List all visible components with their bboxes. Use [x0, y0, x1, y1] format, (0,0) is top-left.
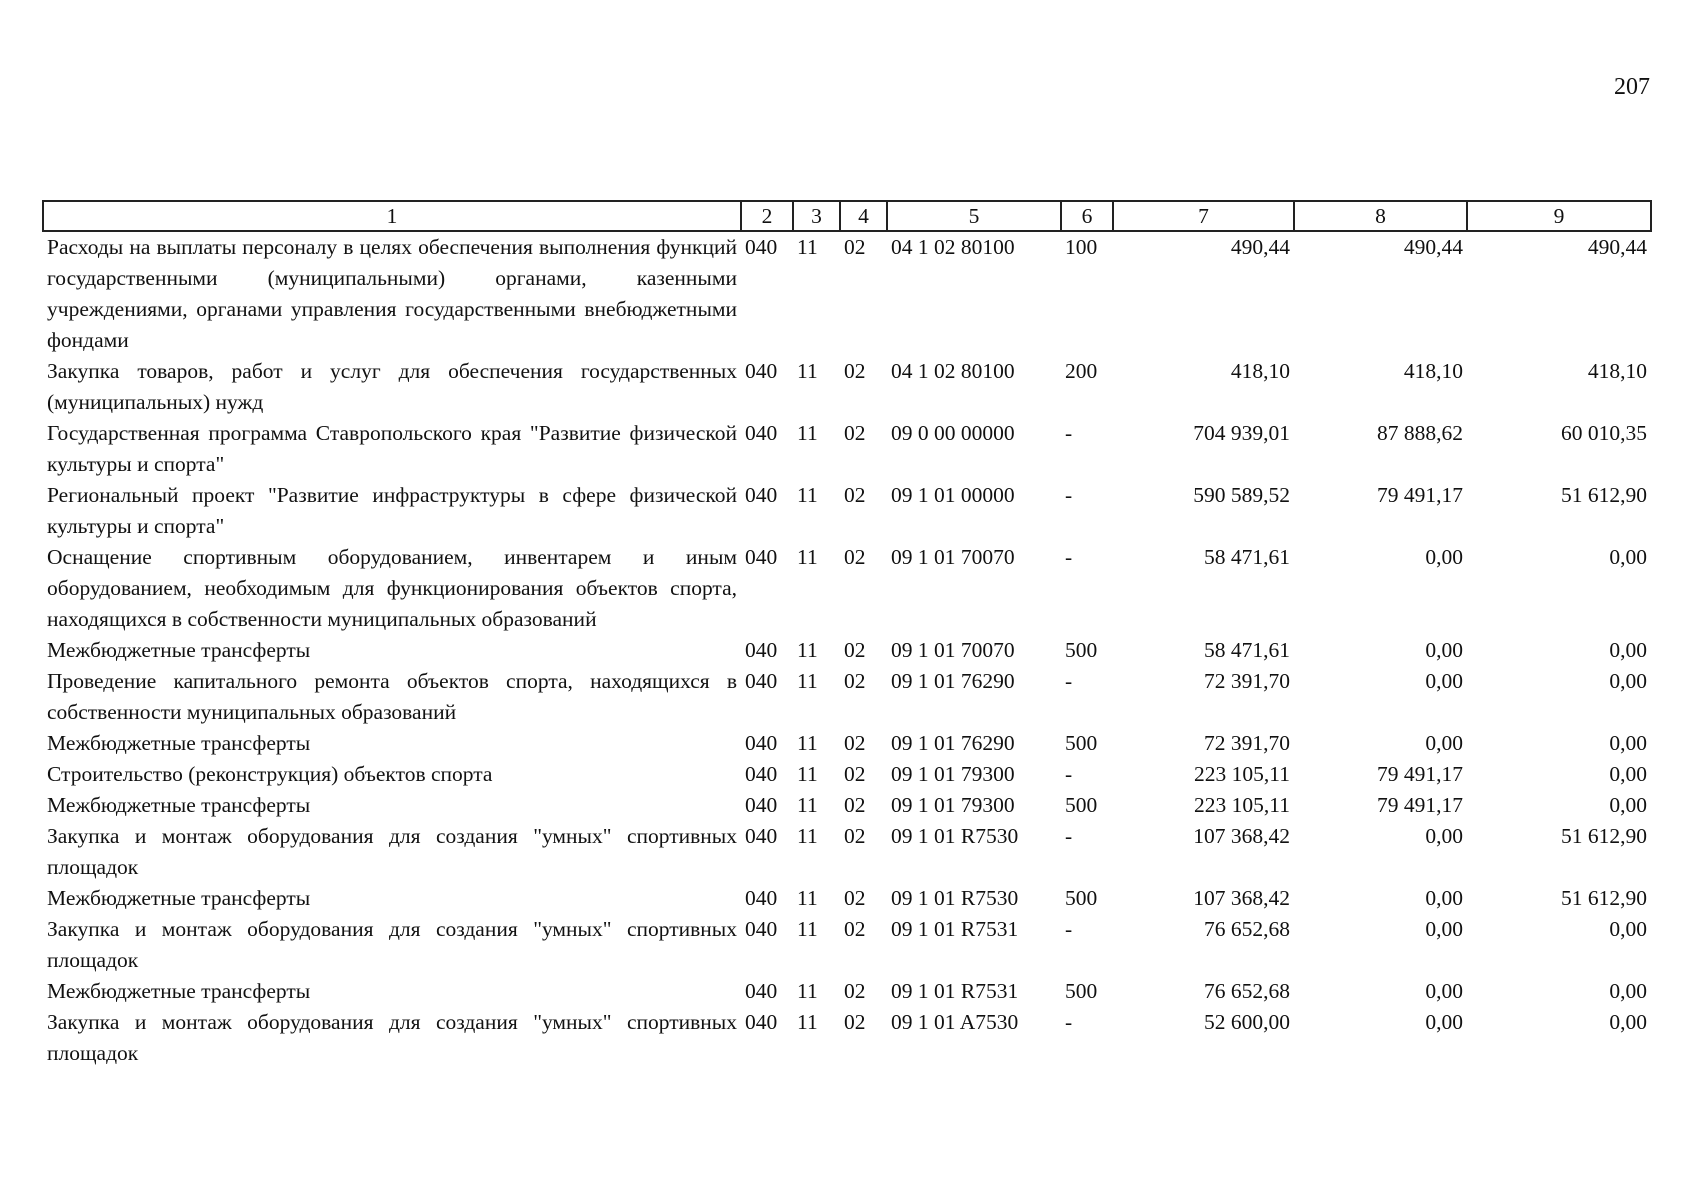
- table-row: [43, 759, 1651, 790]
- row-target-article: 04 1 02 80100: [891, 235, 1015, 259]
- row-expense-type: 100: [1065, 235, 1098, 259]
- row-amount-col7: 58 471,61: [1204, 638, 1290, 662]
- row-expense-type: 500: [1065, 979, 1098, 1003]
- row-ministry-code: 040: [745, 917, 778, 941]
- row-amount-col7: 76 652,68: [1204, 917, 1290, 941]
- row-target-article: 09 1 01 R7530: [891, 824, 1019, 848]
- row-amount-col9: 0,00: [1609, 545, 1647, 569]
- row-section-code: 11: [797, 793, 818, 817]
- row-section-code: 11: [797, 545, 818, 569]
- row-expense-type: -: [1065, 1010, 1073, 1034]
- row-amount-col9: 0,00: [1609, 762, 1647, 786]
- row-subsection-code: 02: [844, 359, 866, 383]
- row-amount-col7: 223 105,11: [1194, 793, 1290, 817]
- row-expense-type: -: [1065, 483, 1073, 507]
- row-amount-col8: 0,00: [1425, 979, 1463, 1003]
- row-subsection-code: 02: [844, 1010, 866, 1034]
- row-amount-col7: 590 589,52: [1193, 483, 1290, 507]
- row-expense-type: -: [1065, 824, 1073, 848]
- row-amount-col7: 72 391,70: [1204, 731, 1290, 755]
- row-name: Закупка и монтаж оборудования для создания "умных" спортивных площадок: [47, 1010, 737, 1065]
- row-name: Расходы на выплаты персоналу в целях обеспечения выполнения функций государственными (муниципальными) органами, казенными учреждениями, органами управления государственными внебюджетными фондами: [47, 235, 737, 352]
- row-name: Межбюджетные трансферты: [47, 731, 311, 755]
- row-expense-type: 500: [1065, 638, 1098, 662]
- header-col-6: 6: [1061, 201, 1113, 231]
- row-amount-col8: 0,00: [1425, 638, 1463, 662]
- row-ministry-code: 040: [745, 824, 778, 848]
- budget-table: [42, 200, 1652, 1069]
- row-amount-col8: 0,00: [1425, 669, 1463, 693]
- row-target-article: 09 1 01 79300: [891, 762, 1015, 786]
- row-section-code: 11: [797, 979, 818, 1003]
- table-row: [43, 542, 1651, 635]
- table-row: [43, 1007, 1651, 1069]
- row-subsection-code: 02: [844, 669, 866, 693]
- row-target-article: 09 1 01 R7530: [891, 886, 1019, 910]
- row-name: Проведение капитального ремонта объектов спорта, находящихся в собственности муниципальных образований: [47, 669, 737, 724]
- row-amount-col9: 490,44: [1587, 235, 1647, 259]
- row-expense-type: 200: [1065, 359, 1098, 383]
- row-section-code: 11: [797, 483, 818, 507]
- row-amount-col8: 79 491,17: [1377, 483, 1463, 507]
- row-subsection-code: 02: [844, 886, 866, 910]
- row-expense-type: 500: [1065, 731, 1098, 755]
- table-row: [43, 480, 1651, 542]
- row-amount-col9: 51 612,90: [1561, 886, 1647, 910]
- row-amount-col8: 0,00: [1425, 824, 1463, 848]
- row-amount-col9: 418,10: [1587, 359, 1647, 383]
- row-amount-col9: 51 612,90: [1561, 483, 1647, 507]
- row-target-article: 09 1 01 79300: [891, 793, 1015, 817]
- row-name: Межбюджетные трансферты: [47, 793, 311, 817]
- row-amount-col7: 58 471,61: [1204, 545, 1290, 569]
- row-ministry-code: 040: [745, 979, 778, 1003]
- row-section-code: 11: [797, 762, 818, 786]
- header-col-5: 5: [887, 201, 1061, 231]
- row-amount-col8: 0,00: [1425, 1010, 1463, 1034]
- row-amount-col7: 52 600,00: [1204, 1010, 1290, 1034]
- header-col-9: 9: [1467, 201, 1651, 231]
- row-amount-col9: 0,00: [1609, 917, 1647, 941]
- row-section-code: 11: [797, 669, 818, 693]
- row-amount-col8: 0,00: [1425, 917, 1463, 941]
- row-ministry-code: 040: [745, 669, 778, 693]
- row-amount-col9: 0,00: [1609, 731, 1647, 755]
- row-amount-col9: 60 010,35: [1561, 421, 1647, 445]
- row-expense-type: -: [1065, 762, 1073, 786]
- row-target-article: 09 0 00 00000: [891, 421, 1015, 445]
- row-section-code: 11: [797, 731, 818, 755]
- row-expense-type: -: [1065, 545, 1073, 569]
- row-ministry-code: 040: [745, 638, 778, 662]
- row-amount-col7: 490,44: [1230, 235, 1290, 259]
- table-row: [43, 883, 1651, 914]
- row-ministry-code: 040: [745, 731, 778, 755]
- row-amount-col8: 490,44: [1403, 235, 1463, 259]
- row-ministry-code: 040: [745, 1010, 778, 1034]
- row-amount-col8: 0,00: [1425, 731, 1463, 755]
- row-amount-col9: 0,00: [1609, 638, 1647, 662]
- header-col-3: 3: [793, 201, 840, 231]
- header-col-2: 2: [741, 201, 793, 231]
- row-name: Оснащение спортивным оборудованием, инвентарем и иным оборудованием, необходимым для функционирования объектов спорта, находящихся в собственности муниципальных образований: [47, 545, 737, 631]
- table-row: [43, 790, 1651, 821]
- row-subsection-code: 02: [844, 762, 866, 786]
- row-ministry-code: 040: [745, 421, 778, 445]
- row-expense-type: -: [1065, 917, 1073, 941]
- row-amount-col8: 0,00: [1425, 886, 1463, 910]
- row-ministry-code: 040: [745, 235, 778, 259]
- row-subsection-code: 02: [844, 917, 866, 941]
- table-row: [43, 976, 1651, 1007]
- row-amount-col8: 0,00: [1425, 545, 1463, 569]
- row-name: Межбюджетные трансферты: [47, 638, 311, 662]
- row-name: Строительство (реконструкция) объектов спорта: [47, 762, 493, 786]
- row-amount-col9: 0,00: [1609, 793, 1647, 817]
- table-row: [43, 356, 1651, 418]
- row-amount-col7: 418,10: [1230, 359, 1290, 383]
- page-number: 207: [1614, 74, 1650, 100]
- row-amount-col7: 223 105,11: [1194, 762, 1290, 786]
- row-section-code: 11: [797, 917, 818, 941]
- row-target-article: 09 1 01 R7531: [891, 917, 1019, 941]
- row-subsection-code: 02: [844, 421, 866, 445]
- row-section-code: 11: [797, 638, 818, 662]
- row-target-article: 09 1 01 R7531: [891, 979, 1019, 1003]
- row-amount-col7: 72 391,70: [1204, 669, 1290, 693]
- table-row: [43, 418, 1651, 480]
- row-target-article: 09 1 01 70070: [891, 638, 1015, 662]
- row-target-article: 09 1 01 76290: [891, 669, 1015, 693]
- row-target-article: 09 1 01 76290: [891, 731, 1015, 755]
- row-target-article: 04 1 02 80100: [891, 359, 1015, 383]
- row-section-code: 11: [797, 421, 818, 445]
- row-amount-col8: 418,10: [1403, 359, 1463, 383]
- row-expense-type: 500: [1065, 793, 1098, 817]
- row-section-code: 11: [797, 886, 818, 910]
- table-row: [43, 914, 1651, 976]
- row-target-article: 09 1 01 A7530: [891, 1010, 1019, 1034]
- row-amount-col9: 0,00: [1609, 669, 1647, 693]
- row-target-article: 09 1 01 00000: [891, 483, 1015, 507]
- row-subsection-code: 02: [844, 793, 866, 817]
- row-name: Межбюджетные трансферты: [47, 979, 311, 1003]
- row-section-code: 11: [797, 359, 818, 383]
- row-amount-col9: 0,00: [1609, 979, 1647, 1003]
- row-subsection-code: 02: [844, 483, 866, 507]
- row-subsection-code: 02: [844, 545, 866, 569]
- row-ministry-code: 040: [745, 545, 778, 569]
- table-row: [43, 666, 1651, 728]
- row-name: Государственная программа Ставропольского края "Развитие физической культуры и спорта": [47, 421, 737, 476]
- table-row: [43, 821, 1651, 883]
- row-subsection-code: 02: [844, 731, 866, 755]
- row-ministry-code: 040: [745, 886, 778, 910]
- header-row: [43, 201, 1651, 231]
- row-name: Закупка и монтаж оборудования для создания "умных" спортивных площадок: [47, 824, 737, 879]
- row-expense-type: -: [1065, 421, 1073, 445]
- row-section-code: 11: [797, 1010, 818, 1034]
- row-amount-col7: 704 939,01: [1193, 421, 1290, 445]
- row-expense-type: 500: [1065, 886, 1098, 910]
- header-col-7: 7: [1113, 201, 1294, 231]
- row-amount-col8: 79 491,17: [1377, 793, 1463, 817]
- row-name: Закупка товаров, работ и услуг для обеспечения государственных (муниципальных) нужд: [47, 359, 737, 414]
- row-subsection-code: 02: [844, 235, 866, 259]
- row-subsection-code: 02: [844, 979, 866, 1003]
- row-section-code: 11: [797, 235, 818, 259]
- row-amount-col9: 51 612,90: [1561, 824, 1647, 848]
- table-row: [43, 635, 1651, 666]
- row-amount-col7: 107 368,42: [1193, 824, 1290, 848]
- header-col-1: 1: [43, 201, 741, 231]
- table-row: [43, 728, 1651, 759]
- row-section-code: 11: [797, 824, 818, 848]
- row-expense-type: -: [1065, 669, 1073, 693]
- row-name: Закупка и монтаж оборудования для создания "умных" спортивных площадок: [47, 917, 737, 972]
- header-col-4: 4: [840, 201, 887, 231]
- header-col-8: 8: [1294, 201, 1467, 231]
- row-subsection-code: 02: [844, 824, 866, 848]
- row-ministry-code: 040: [745, 793, 778, 817]
- row-amount-col9: 0,00: [1609, 1010, 1647, 1034]
- row-ministry-code: 040: [745, 483, 778, 507]
- row-ministry-code: 040: [745, 359, 778, 383]
- row-amount-col7: 107 368,42: [1193, 886, 1290, 910]
- row-name: Региональный проект "Развитие инфраструктуры в сфере физической культуры и спорта": [47, 483, 737, 538]
- row-ministry-code: 040: [745, 762, 778, 786]
- row-amount-col7: 76 652,68: [1204, 979, 1290, 1003]
- row-amount-col8: 79 491,17: [1377, 762, 1463, 786]
- row-subsection-code: 02: [844, 638, 866, 662]
- table-row: [43, 231, 1651, 356]
- row-target-article: 09 1 01 70070: [891, 545, 1015, 569]
- row-name: Межбюджетные трансферты: [47, 886, 311, 910]
- row-amount-col8: 87 888,62: [1377, 421, 1463, 445]
